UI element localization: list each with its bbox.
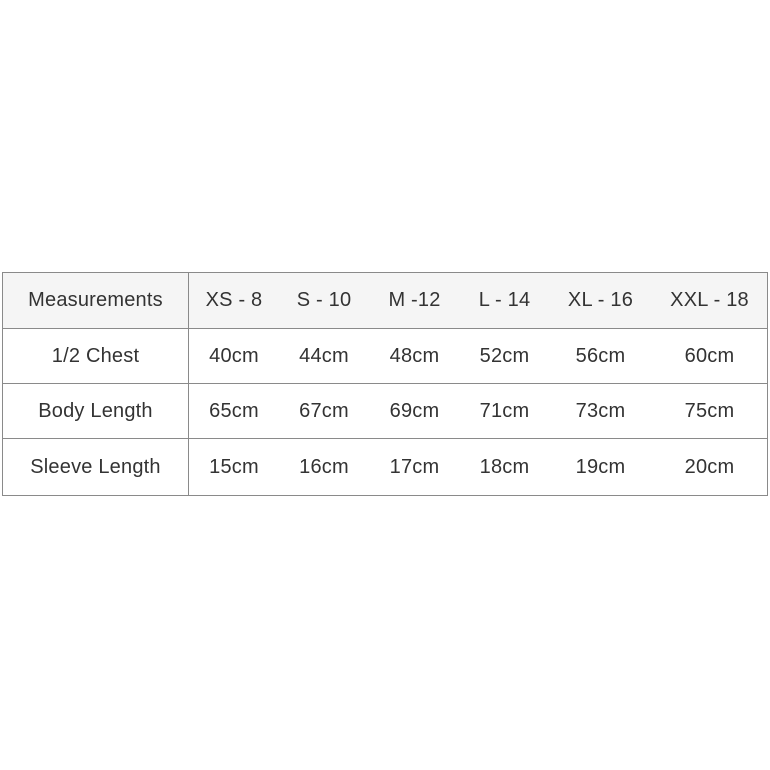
size-header-xs: XS - 8 <box>189 273 279 329</box>
table-cell: 44cm <box>279 329 369 384</box>
size-header-xl: XL - 16 <box>549 273 652 329</box>
header-label: Measurements <box>3 273 189 329</box>
size-header-l: L - 14 <box>460 273 549 329</box>
size-header-xxl: XXL - 18 <box>652 273 767 329</box>
size-header-m: M -12 <box>369 273 460 329</box>
table-cell: 65cm <box>189 384 279 439</box>
table-cell: 19cm <box>575 455 626 478</box>
table-cell: 75cm <box>652 384 767 439</box>
table-cell: 18cm <box>479 455 530 478</box>
table-cell: 15cm <box>209 455 259 478</box>
row-label-sleeve-length: Sleeve Length <box>3 439 189 495</box>
table-cell: 69cm <box>369 384 460 439</box>
size-chart-table <box>2 272 768 496</box>
table-cell: 16cm <box>299 455 349 478</box>
row-label-body-length: Body Length <box>3 384 189 439</box>
size-header-s: S - 10 <box>279 273 369 329</box>
table-cell: 40cm <box>189 329 279 384</box>
table-cell: 73cm <box>549 384 652 439</box>
table-cell: 56cm <box>549 329 652 384</box>
table-cell: 71cm <box>460 384 549 439</box>
table-cell: 17cm <box>389 455 440 478</box>
table-cell: 48cm <box>369 329 460 384</box>
table-cell: 52cm <box>460 329 549 384</box>
table-cell: 60cm <box>652 329 767 384</box>
row-label-chest: 1/2 Chest <box>3 329 189 384</box>
table-cell: 20cm <box>684 455 735 478</box>
table-cell: 67cm <box>279 384 369 439</box>
